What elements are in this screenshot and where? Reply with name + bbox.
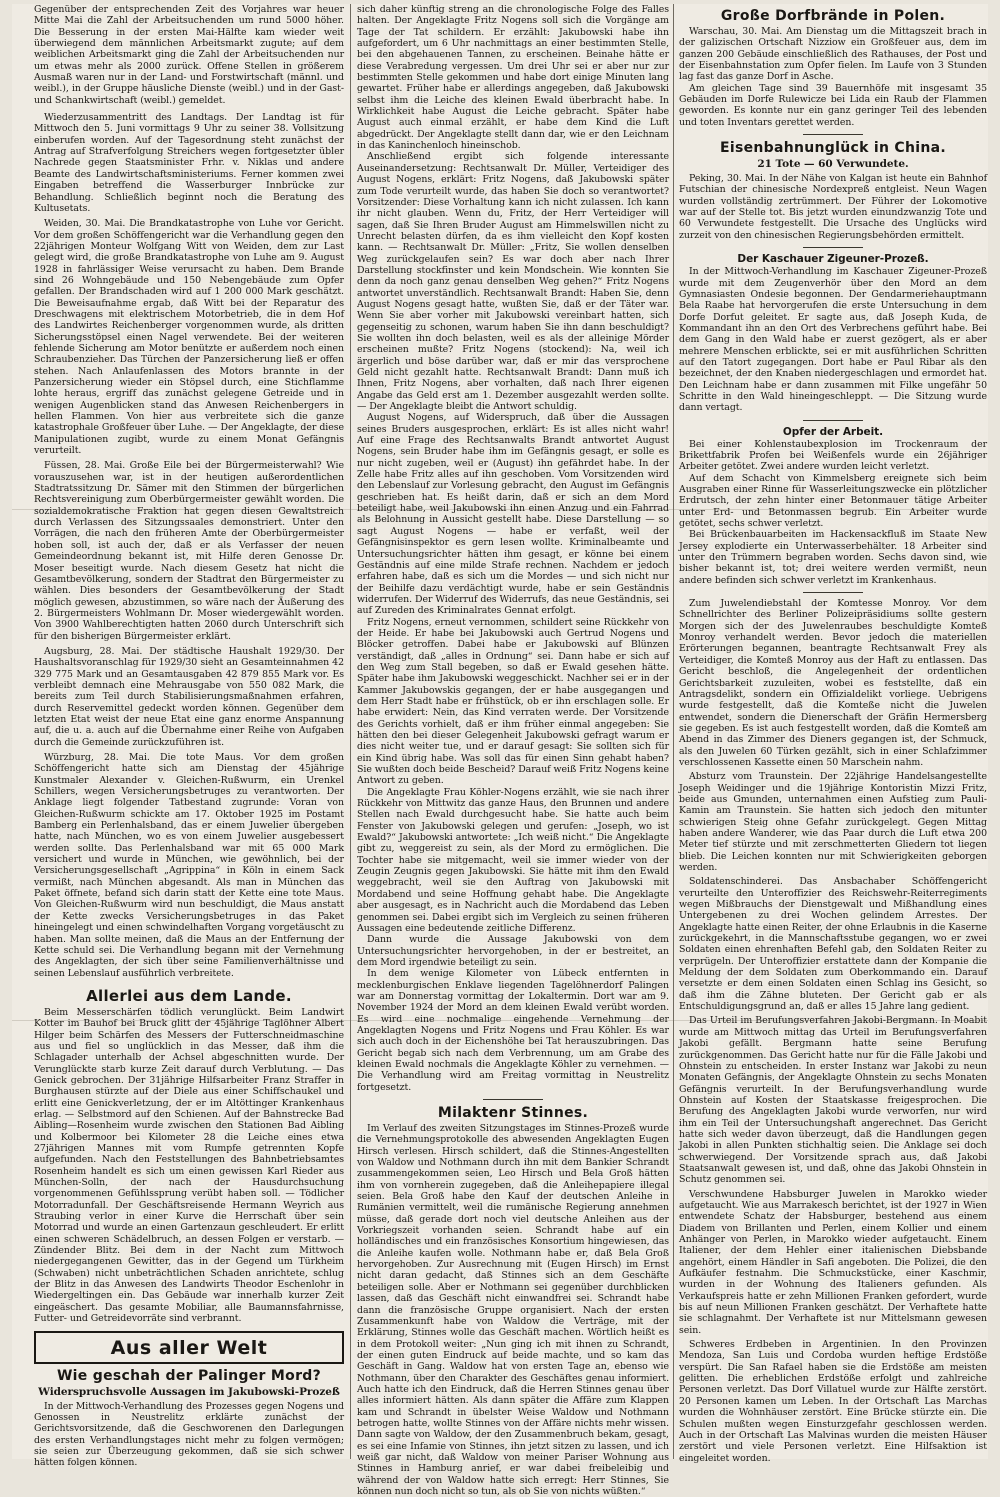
article-rulewicze: Am gleichen Tage sind 39 Bauernhöfe mit insgesamt 35 Gebäuden im Dorfe Rulewicze bei Lida ein Raub der Flammen geworden. Es konnte nur ein ganz geringer Teil des lebenden und toten Inventars gerettet werden. (679, 82, 987, 128)
article-arbeitsmarkt: Gegenüber der entsprechenden Zeit des Vorjahres war heuer Mitte Mai die Zahl der Arbeitsuchenden um rund 5000 höher. Die Besserung in der ersten Mai-Hälfte kam wieder weit überwiegend dem männlichen Arbeitsmarkt zugute; auf dem weiblichen Arbeitsmarkt ging die Zahl der Arbeitsuchenden nur um etwas mehr als 2000 zurück. Offene Stellen in größerem Ausmaß waren nur in der Land- und Forstwirtschaft (männl. und weibl.), in der Gruppe häusliche Dienste (weibl.) und in der Gast- und Schankwirtschaft (weibl.) gemeldet. (34, 4, 344, 106)
headline-stinnes: Milaktenr Stinnes. (437, 1105, 589, 1121)
article-augsburg: Augsburg, 28. Mai. Der städtische Haushalt 1929/30. Der Haushaltsvoranschlag für 1929/30 sieht an Gesamteinnahmen 42 329 775 Mark und an Gesamtausgaben 42 879 855 Mark vor. Es verbleibt demnach eine Mehrausgabe von 550 082 Mark, die bereits zum Teil durch Stabilisierungsmaßnahmen erfahren, durch Reservemittel gedeckt worden können. Gegenüber dem letzten Etat weist der neue Etat eine ganz enorme Anspannung auf, die u. a. auch auf die Übernahme einer Reihe von Aufgaben durch die Gemeinde zurückzuführen ist. (34, 645, 344, 748)
article-warschau: Warschau, 30. Mai. Am Dienstag um die Mittagszeit brach in der galizischen Ortschaft Nizziow ein Großfeuer aus, dem im ganzen 200 Gebäude einschließlich des Rathauses, der Post und der Eisenbahnstation zum Opfer fielen. Im Laufe von 3 Stunden lag fast das ganze Dorf in Asche. (679, 26, 987, 83)
headline-kaschau: Der Kaschauer Zigeuner-Prozeß. (737, 253, 929, 266)
article-monroy: Zum Juwelendiebstahl der Komtesse Monroy. Vor dem Schnellrichter des Berliner Polizeipräsidiums sollte gestern Morgen sich der des Juwelenraubes beschuldigte Komteß Monroy verhandelt werden. Bevor jedoch die materiellen Erörterungen begannen, beantragte Rechtsanwalt Frey als Verteidiger, die Komteß Monroy aus der Haft zu entlassen. Das Gericht beschloß, die Angelegenheit der ordentlichen Gerichtsbarkeit zuzuleiten, wobei es feststellte, daß ein Antragsdelikt, sondern ein Offizialdelikt vorliege. Uebrigens wurde festgestellt, daß die Komteße nicht die Juwelen entwendet, sondern die Dienerschaft der Gräfin Hermersberg sie gegeben. Es ist auch festgestellt worden, daß die Komteß am Abend in das Zimmer des Dieners gegangen ist, der Schmuck, als den Juwelen 60 Türken gezählt, sich in einer Schlafzimmer verschlossenen Kassette einen 50 Marschein nahm. (679, 598, 987, 768)
article-peking: Peking, 30. Mai. In der Nähe von Kalgan ist heute ein Bahnhof Futschian der chinesische Nordexpreß entgleist. Neun Wagen wurden vollständig zertrümmert. Der Führer der Lokomotive war auf der Stelle tot. Bis jetzt wurden einundzwanzig Tote und 60 Verwundete festgestellt. Die Ursache des Unglücks wird zurzeit von den chinesischen Regierungsbehörden ermittelt. (679, 173, 987, 241)
article-palinger-cont-2: Anschließend ergibt sich folgende interessante Auseinandersetzung: Rechtsanwalt Dr. Müller, Verteidiger des August Nogens, erklärt: Fritz Nogens, daß Jakubowski später zum Tode verurteilt wurde, das haben Sie doch so verantwortet? Vorsitzender: Diese Vorhaltung kann ich nicht zulassen. Ich kann ihr nicht glauben. Wenn du, Fritz, der Herr Verteidiger will sagen, daß Sie Ihren Bruder August am Himmelswillen nicht zu Unrecht belasten dürfen, da es ihm vielleicht den Kopf kosten kann. — Rechtsanwalt Dr. Müller: „Fritz, Sie wollen denselben Weg zurückgelaufen sein? Es war doch aber nach Ihrer Darstellung stockfinster und kein Mondschein. Wie konnten Sie denn da noch ganz genau denselben Weg gehen?“ Fritz Nogens antwortet unverständlich. Rechtsanwalt Brandt: Haben Sie, denn August Nogens gesagt hatte, wußten Sie, daß er der Täter war. Wenn Sie aber vorher mit Jakubowski vereinbart hatten, sich gegenseitig zu schonen, warum haben Sie ihn dann beschuldigt? Sie wollten ihn doch belasten, weil es als der alleinige Mörder erscheinen mußte? Fritz Nogens (stockend): Na, weil ich ärgerlich und böse darüber war, daß er mir das versprochene Geld nicht gezahlt hatte. Rechtsanwalt Brandt: Dann muß ich Ihnen, Fritz Nogens, aber vorhalten, daß nach Ihrer eigenen Angabe das Geld erst am 1. Dezember ausgezahlt werden sollte. — Der Angeklagte bleibt die Antwort schuldig. (357, 151, 669, 413)
article-opfer-1: Bei einer Kohlenstaubexplosion im Trockenraum der Brikettfabrik Profen bei Weißenfels wurde ein 26jähriger Arbeiter getötet. Zwei andere wurden leicht verletzt. (679, 438, 987, 473)
article-traunstein: Absturz vom Traunstein. Der 22jährige Handelsangestellte Joseph Weidinger und die 19jährige Kontoristin Mizzi Fritz, beide aus Gmunden, unternahmen einen Aufstieg zum Pauli-Kamin am Traunstein. Sie hatten sich jedoch den mitunter schwierigen Steig ohne Gefahr zurückgelegt. Gegen Mittag haben andere Wanderer, wie das Paar durch die Luft etwa 200 Meter tief stürzte und mit zerschmetterten Gliedern tot liegen blieb. Die Leichen konnten nur mit Schwierigkeiten geborgen werden. (679, 771, 987, 873)
subheadline-palinger: Widerspruchsvolle Aussagen im Jakubowski-Prozeß (38, 1385, 340, 1398)
article-opfer-2: Auf dem Schacht von Kimmelsberg ereignete sich beim Ausgraben einer Rinne für Wasserleitungszwecke ein plötzlicher Erdrutsch, der zehn hinter einer Betonmauer tätige Arbeiter unter Erd- und Betonmassen begrub. Ein Arbeiter wurde getötet, sechs schwer verletzt. (679, 472, 987, 530)
article-opfer-3: Bei Brückenbauarbeiten im Hackensackfluß im Staate New Jersey explodierte ein Unterwasserbehälter. 18 Arbeiter sind unter den Trümmern begraben worden. Sechs davon sind, wie bisher bekannt ist, tot; drei weitere werden vermißt, neun andere befinden sich schwer verletzt im Krankenhaus. (679, 529, 987, 586)
article-stinnes: Im Verlauf des zweiten Sitzungstages im Stinnes-Prozeß wurde die Vernehmungsprotokolle des abwesenden Angeklagten Eugen Hirsch verlesen. Hirsch schildert, daß die Stinnes-Angestellten von Waldow und Nothmann durch ihn mit dem Bankier Schrandt zusammengekommen seien, Leo Hirsch und Bela Groß hätten ihm von vornherein zugegeben, daß die Anleihepapiere illegal seien. Bela Groß habe den Kauf der deutschen Anleihe in Rumänien vermittelt, weil die rumänische Regierung annehmen müsse, daß gerade dort noch viel deutsche Anleihen aus der Vorkriegszeit vorhanden seien. Schrandt habe auf ein holländisches und ein französisches Konsortium hingewiesen, das die Anleihe kaufen wolle. Nothmann habe er, daß Bela Groß hervorgehoben. Zur Ausrechnung mit (Eugen Hirsch) im Ernst nicht daran gedacht, daß Stinnes sich an dem Geschäfte beteiligen solle. Aber er Nothmann sei gegenüber durchblicken lassen, daß das Geschäft nicht einwandfrei sei. Schrandt habe dann die französische Gruppe organisiert. Nach der ersten Zusammenkunft habe von Waldow die Verträge, mit der Erklärung, Stinnes wolle das Geschäft machen. Wörtlich heißt es in dem Protokoll weiter: „Nun ging ich mit ihnen zu Schrandt, der einen guten Eindruck auf beide machte, und so kam das Geschäft in Gang. Waldow hat von ersten Tage an, ebenso wie Nothmann, über den Charakter des Geschäftes genau informiert. Auch hatte ich den Eindruck, daß die Herren Stinnes genau über alles informiert hätten. Als dann später die Affäre zum Klappen kam und Schrandt in übelster Weise Waldow und Nothmann betrogen hatte, wollte Stinnes von der Affäre nichts mehr wissen. Dann sagte von Waldow, der den Zusammenbruch bekam, gesagt, es sei eine Infamie von Stinnes, ihn jetzt sitzen zu lassen, und ich weiß gar nicht, daß Waldow von meiner Pariser Wohnung aus Stinnes in Hamburg anrief, er war dabei freibeleibig und während der von Waldow hatte sich erregt: Herr Stinnes, Sie können nun doch nicht so tun, als ob Sie von nichts wüßten.“ (357, 1123, 669, 1497)
column-rule (673, 4, 674, 1459)
article-palinger-cont-3: August Nogens, auf Widerspruch, daß über die Aussagen seines Bruders ausgesprochen, erklärt: Es ist alles nicht wahr! Auf eine Frage des Rechtsanwalts Brandt antwortet August Nogens, sein Bruder habe ihm im Gefängnis gesagt, er solle es nur nicht zugeben, weil er (August) ihn gefährdet habe. In der Zelle habe Fritz alles auf ihn geschoben. Vom Vorsitzenden wird den Lebenslauf zur Vorlesung gebracht, den August im Gefängnis geschrieben hat. Es heißt darin, daß er sich an dem Mord beteiligt habe, weil Jakubowski ihn einen Anzug und ein Fahrrad als Belohnung in Aussicht gestellt habe. Diese Darstellung — so sagt August Nogens — habe er verfaßt, weil der Gefängnisinspektor es gern lesen wollte. Kriminalbeamte und Untersuchungsrichter hätten ihm gesagt, er könne bei einem Geständnis auf eine milde Strafe rechnen. Nachdem er jedoch erfahren habe, daß es sich um die Mordes — und sich nicht nur der Beihilfe dazu verdächtigt wurde, habe er sein Geständnis widerrufen. Der Widerruf des Widerrufs, das neue Geständnis, sei auf Zureden des Kriminalrates Gennat erfolgt. (357, 412, 669, 617)
article-habsburger-juwelen: Verschwundene Habsburger Juwelen in Marokko wieder aufgetaucht. Wie aus Marrakesch berichtet, ist der 1927 in Wien entwendete Schatz der Habsburger, bestehend aus einem Diadem von Brillanten und Perlen, einem Kollier und einem Anhänger von Perlen, in Marokko wieder aufgetaucht. Einem Italiener, der dem Hehler einer italienischen Diebsbande angehört, einem Händler in Safi angeboten. Die Polizei, die den Aufkäufer festnahm. Die Schmuckstücke, einer Kaschmir, wurden in der Wohnung des Italieners gefunden. Als Verkaufspreis hatte er zehn Millionen Franken gefordert, wurde bis auf neun Millionen Franken geschätzt. Der Verhaftete hatte sie schlagnahmt. Der Verhaftete ist nur Mittelsmann gewesen sein. (679, 1188, 987, 1336)
headline-dorfbraende: Große Dorfbrände in Polen. (720, 8, 946, 24)
article-allerlei: Beim Messerschärfen tödlich verunglückt. Beim Landwirt Kotter im Bauhof bei Bruck glitt der 45jährige Taglöhner Albert Hilger beim Schärfen des Messers der Futterschneidmaschine aus und fiel so unglücklich in das Messer, daß ihm die Schlagader unterhalb der Achsel abgeschnitten wurde. Der Verunglückte starb kurze Zeit darauf durch Verblutung. — Das Genick gebrochen. Der 31jährige Hilfsarbeiter Franz Straffer in Burghausen stürzte auf der Diele aus einer Schiffschaukel und erlitt eine Genickverletzung, der er im Altöttinger Krankenhaus erlag. — Selbstmord auf den Schienen. Auf der Bahnstrecke Bad Aibling—Rosenheim wurde zwischen den Stationen Bad Aibling und Kolbermoor bei Kilometer 28 die Leiche eines etwa 27jährigen Mannes mit vom Rumpfe getrennten Kopfe aufgefunden. Nach den Feststellungen des Bahnbetriebsamtes Rosenheim handelt es sich um einen gewissen Karl Rieder aus München-Solln, der nach der Hausdurchsuchung vorgenommenen Gefühlssprung verübt haben soll. — Tödlicher Motorradunfall. Der Geschäftsreisende Hermann Weyrich aus Straubing verlor in einer Kurve die Herrschaft über sein Motorrad und wurde an einen Gartenzaun geschleudert. Er erlitt einen schweren Schädelbruch, an dessen Folgen er verstarb. — Zündender Blitz. Bei dem in der Nacht zum Mittwoch niedergegangenen Gewitter, das in der Gegend um Türkheim (Schwaben) nicht unbeträchtlichen Schaden anrichtete, schlug der Blitz in das Anwesen des Landwirts Theodor Eschenlohr in Wiedergeltingen ein. Das Gebäude war innerhalb kurzer Zeit eingeäschert. Das gesamte Mobiliar, alle Baumannsfahrnisse, Futter- und Getreidevorräte sind verbrannt. (34, 1006, 344, 1325)
section-heading-aus-aller-welt: Aus aller Welt (34, 1331, 344, 1364)
column-left (34, 4, 344, 1469)
article-wuerzburg: Würzburg, 28. Mai. Die tote Maus. Vor dem großen Schöffengericht hatte sich am Dienstag der 45jährige Kunstmaler Alexander v. Gleichen-Rußwurm, ein Urenkel Schillers, wegen Versicherungsbetruges zu verantworten. Der Anklage liegt folgender Tatbestand zugrunde: Voran von Gleichen-Rußwurm schickte am 17. Oktober 1925 im Postamt Bamberg ein Perlenhalsband, das er einem Juwelier übergeben hatte, nach München, wo es von einem Juwelier ausgebessert werden sollte. Das Perlenhalsband war mit 65 000 Mark versichert und wurde in München, wie gewöhnlich, bei der Versicherungsgesellschaft „Agrippina“ in Köln in einem Sack vermißt, nach München abgesandt. Als man in München das Paket öffnete, befand sich darin statt der Kette eine tote Maus. Von Gleichen-Rußwurm wird nun beschuldigt, die Maus anstatt der Kette zwecks Versicherungsbetruges in das Paket hineingelegt und einen schwindelhaften Vorgang vorgetäuscht zu haben. Man sollte meinen, daß die Maus an der Entfernung der Kette schuld sei. Die Verhandlung begann mit der Vernehmung des Angeklagten, der sich über seine Familienverhältnisse und seinen Lebenslauf ausführlich verbreitete. (34, 752, 344, 979)
article-erdbeben-argentinien: Schweres Erdbeben in Argentinien. In den Provinzen Mendoza, San Luis und Cordoba wurden heftige Erdstöße verspürt. Die San Rafael haben sie die Erdstöße am meisten gelitten. Die erheblichen Erdstöße erfolgt und zahlreiche Personen verletzt. Das Dorf Villatuel wurde zur Hälfte zerstört. 20 Personen kamen um Leben. In der Ortschaft Las Marchas wurden die Wohnhäuser zerstört. Eine Brücke stürzte ein. Die Schulen mußten wegen Einsturzgefahr geschlossen werden. Auch in der Ortschaft Las Malvinas wurden die meisten Häuser zerstört und viele Personen verletzt. Eine Hilfsaktion ist eingeleitet worden. (679, 1339, 987, 1464)
article-palinger-cont-7: In dem wenige Kilometer von Lübeck entfernten in mecklenburgischen Enklave liegenden Tagelöhnerdorf Palingen war am Donnerstag vormittag der Lokaltermin. Dort war am 9. November 1924 der Mord an dem kleinen Ewald verübt worden. Es wird eine nochmalige eingehende Vernehmung der Angeklagten Nogens und Fritz Nogens und Frau Köhler. Es war sich auch doch in der Eichenshöhe bei Tat herauszubringen. Das Gericht begab sich nach dem Verbrennung, um am Grabe des kleinen Ewald nochmals die Angeklagte Köhler zu vernehmen. — Die Verhandlung wird am Freitag vormittag in Neustrelitz fortgesetzt. (357, 968, 669, 1093)
article-jakobi-bergmann: Das Urteil im Berufungsverfahren Jakobi-Bergmann. In Moabit wurde am Mittwoch mittag das Urteil im Berufungsverfahren Jakobi gefällt. Bergmann hatte seine Berufung zurückgenommen. Das Gericht hatte nur für die Fälle Jakobi und Ohnstein zu entscheiden. In erster Instanz war Jakobi zu neun Monaten Gefängnis, der Angeklagte Ohnstein zu sechs Monaten Gefängnis verurteilt. In der Berufungsverhandlung wurde Ohnstein auf Kosten der Staatskasse freigesprochen. Die Berufung des Angeklagten Jakobi wurde verworfen, nur wird ihm ein Teil der Untersuchungshaft angerechnet. Das Gericht hatte sich weder davon überzeugt, daß die Handlungen gegen Jakobi in allen Punkten stichhaltig seien. Die Anklage sei doch schwerwiegend. Der Vorsitzende sprach aus, daß Jakobi Staatsanwalt gewesen ist, und daß, ohne das Jakobi Ohnstein in Schutz genommen sei. (679, 1015, 987, 1186)
column-rule (350, 4, 351, 1459)
column-right (679, 4, 987, 1464)
separator (803, 420, 863, 421)
headline-opfer-der-arbeit: Opfer der Arbeit. (782, 425, 884, 438)
column-middle (357, 4, 669, 1497)
section-heading-allerlei: Allerlei aus dem Lande. (86, 986, 292, 1005)
subheadline-china: 21 Tote — 60 Verwundete. (757, 158, 909, 171)
article-fuessen: Füssen, 28. Mai. Große Eile bei der Bürgermeisterwahl? Wie vorauszusehen war, ist in der heutigen außerordentlichen Stadtratssitzung Dr. Sämer mit den Stimmen der bürgerlichen Rechtsvereinigung zum Oberbürgermeister gewählt worden. Die sozialdemokratische Fraktion hat gegen diesen Gewaltstreich durch Verlassen des Sitzungssaales demonstriert. Unter den Vorrägen, die nach den früheren Amte der Oberbürgermeister hoben soll, ist auch der, daß er als Verfasser der neuen Gemeindeordnung bekannt ist, mit Hilfe deren Genosse Dr. Moser beseitigt wurde. Nach diesem Gesetz hat nicht die Gesamtbevölkerung, sondern der Stadtrat den Bürgermeister zu wählen. Dies besonders der Gesamtbevölkerung der Stadt möglich gewesen, abzustimmen, so wäre nach der Äußerung des 2. Bürgermeisters Wohlmann Dr. Moser wiedergewählt worden. Von 3900 Wahlberechtigten hatten 2060 durch Unterschrift sich für den bisherigen Bürgermeister erklärt. (34, 460, 344, 642)
separator (803, 247, 863, 248)
article-palinger-cont-6: Dann wurde die Aussage Jakubowski von dem Untersuchungsrichter hervorgehoben, in der er bestreitet, an dem Mord irgendwie beteiligt zu sein. (357, 934, 669, 968)
headline-eisenbahnunglueck: Eisenbahnunglück in China. (720, 140, 946, 157)
newspaper-page (12, 4, 988, 1497)
article-landtag: Wiederzusammentritt des Landtags. Der Landtag ist für Mittwoch den 5. Juni vormittags 9 Uhr zu seiner 38. Vollsitzung einberufen worden. Auf der Tagesordnung steht zunächst der Antrag auf Strafverfolgung Streichers wegen fortgesetzter übler Nachrede gegen Staatsminister Frhr. v. Niklas und andere Beamte des Landwirtschaftsministeriums. Ferner kommen zwei Eingaben betreffend die Wasserburger Innbrücke zur Behandlung. Schließlich beginnt noch die Beratung des Kultusetats. (34, 112, 344, 214)
article-palinger-start: In der Mittwoch-Verhandlung des Prozesses gegen Nogens und Genossen in Neustrelitz erklärte zunächst der Gerichtsvorsitzende, daß die Geschworenen den Darlegungen des ersten Verhandlungstages nicht mehr zu folgen vermögen; sie seien zur Überzeugung gekommen, daß sie sich schwer hätten folgen können. (34, 1400, 344, 1469)
article-palinger-cont: sich daher künftig streng an die chronologische Folge des Falles halten. Der Angeklagte Fritz Nogens soll sich die Vorgänge am Tage der Tat schildern. Er erzählt: Jakubowski habe ihn aufgefordert, um 6 Uhr nachmittags an einer bestimmten Stelle, bei den abgehauenen Tannen, zu erscheinen. Beinahe hätte er diese Verabredung vergessen. Um drei Uhr sei er aber nur zur bestimmten Stelle gekommen und habe dort einige Minuten lang gewartet. Früher habe er allerdings angegeben, daß Jakubowski selbst ihm die Leiche des kleinen Ewald überbracht habe. In Wirklichkeit habe August die Leiche gebracht. Später habe August auch einmal erzählt, er habe dem Kind die Luft abgedrückt. Der Angeklagte stellt dann dar, wie er den Leichnam in das Kaninchenloch hineinschob. (357, 4, 669, 152)
article-soldatenschinderei: Soldatenschinderei. Das Ansbachaber Schöffengericht verurteilte den Unteroffizier des Reichswehr-Reiterregiments wegen Mißbrauchs der Dienstgewalt und Mißhandlung eines Untergebenen zu drei Wochen gelindem Arrestes. Der Angeklagte hatte einen Reiter, der ohne Erlaubnis in die Kaserne zurückgekehrt, in die Mannschaftsstube gegangen, wo er zwei Soldaten einen ehrenhaften Befehl gab, den Soldaten Reiter zu verprügeln. Der Unteroffizier erstattete dann der Kompanie die Meldung der dem Soldaten zum Oberkommando ein. Darauf versetzte er dem einen Soldaten einen Schlag ins Gesicht, so daß ihm die Zähne bluteten. Der Gericht gab er als Entschuldigungsgrund an, daß er alles 15 Jahre lang gedient. (679, 876, 987, 1013)
headline-palinger-mord: Wie geschah der Palinger Mord? (56, 1367, 322, 1384)
separator (803, 592, 863, 593)
article-palinger-cont-4: Fritz Nogens, erneut vernommen, schildert seine Rückkehr von der Heide. Er habe bei Jakubowski auch Gertrud Nogens und Blöcker getroffen. Dabei habe er Jakubowski auf Blünzen verständigt, daß „alles in Ordnung“ sei. Dann habe er sich auf den Weg zum Stall begeben, so daß er Ewald gesehen hätte. Später habe ihm Jakubowski weggeschickt. Nachher sei er in der Kammer Jakubowskis gegangen, der er habe ausgegangen und dem Herr Stadt habe er frühstück, ob er ihn erschlagen solle. Er habe erwidert: Nein, das Kind verraten werde. Der Vorsitzende des Gerichts vorhielt, daß er ihm früher einmal angegeben: Sie hätten den bei dieser Gelegenheit Jakubowski gefragt warum er dies nicht weiter tue, und er darauf gesagt: Sie sollten sich für ein Kind übrig habe. Was soll das für einen Sinn gehabt haben? Sie wußten doch beide Bescheid? Darauf weiß Fritz Nogens keine Antwort zu geben. (357, 616, 669, 787)
article-palinger-cont-5: Die Angeklagte Frau Köhler-Nogens erzählt, wie sie nach ihrer Rückkehr von Mittwitz das ganze Haus, den Brunnen und andere Stellen nach Ewald durchgesucht habe. Sie hatte auch beim Fenster von Jakubowski gelegen und gerufen: „Joseph, wo ist Ewald?“ Jakubowski antwortete: „Ich weiß nicht.“ Die Angeklagte gibt zu, weggereist zu sein, als der Mord zu ermöglichen. Die Tochter habe sie mitgemacht, weil sie immer wieder von der Zeugin Zeugnis gegen Jakubowski. Sie hätte mit ihm den Ewald weggebracht, weil sie den Auftrag von Jakubowski mit Mordabend und seine Hoffnung gehabt habe. Die Angeklagte aber ausgesagt, es in Nachricht auch die Mordabend das Leben genommen sei. Dabei ergibt sich im Vergleich zu seinen früheren Aussagen eine bedeutende zeitliche Differenz. (357, 786, 669, 934)
article-weiden: Weiden, 30. Mai. Die Brandkatastrophe von Luhe vor Gericht. Vor dem großen Schöffengericht war die Verhandlung gegen den 22jährigen Monteur Wolfgang Witt von Weiden, dem zur Last gelegt wird, die große Brandkatastrophe von Luhe am 9. August 1928 in fahrlässiger Weise verursacht zu haben. Dem Brande sind 26 Wohngebäude und 150 Nebengebäude zum Opfer gefallen. Der Brandschaden wird auf 1 200 000 Mark geschätzt. Die Beweisaufnahme ergab, daß Witt bei der Reparatur des Dreschwagens mit elektrischem Motorbetrieb, die in dem Hof des Landwirtes Reichenberger vorgenommen wurde, als dritten Sicherungsstöpsel einen Nagel verwendete. Bei der weiteren fehlende Sicherung am Motor benützte er außerdem noch einen Schraubenzieher. Das Türchen der Panzersicherung ließ er offen stehen. Nach Anlaufenlassen des Motors brannte in der Panzersicherung wieder ein Stöpsel durch, eine Stichflamme lohte heraus, ergriff das zunächst gelegene Getreide und in wenigen Augenblicken stand das Anwesen Reichenbergers in hellen Flammen. Von hier aus verbreitete sich die ganze katastrophale Großfeuer über Luhe. — Der Angeklagte, der diese Manipulationen zugibt, wurde zu einem Monat Gefängnis verurteilt. (34, 218, 344, 457)
article-kaschau: In der Mittwoch-Verhandlung im Kaschauer Zigeuner-Prozeß wurde mit dem Zeugenverhör über den Mord an dem Gymnasiasten Ondesie begonnen. Der Gendarmeriehauptmann Bela Raabe hat hervorgerufen die erste Untersuchung in dem Dorfe Dorfut geleitet. Er sagte aus, daß Joseph Kuda, de Kommandant ihn an den Ort des Verbrechens geführt habe. Bei dem Gang in den Wald habe er zuerst gezögert, als er aber mehrere Menschen erblickte, sei er mit ausführlichen Schritten auf den Tatort zugegangen. Dort habe er Paul Ribar als den bezeichnet, der den Knaben niedergeschlagen und ermordet hat. Den Leichnam habe er dann zusammen mit Filke ungefähr 50 Schritte in den Wald hineingeschleppt. — Die Sitzung wurde dann vertagt. (679, 266, 987, 414)
separator (483, 1099, 543, 1100)
separator (803, 134, 863, 135)
